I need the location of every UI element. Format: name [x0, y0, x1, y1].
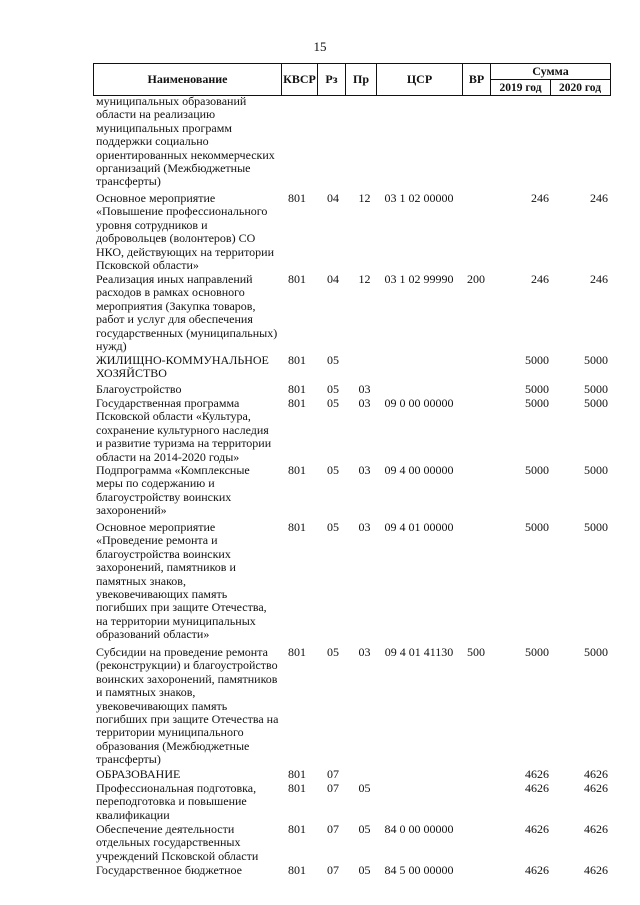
- row-kvsr: 801: [288, 520, 306, 534]
- row-name-line: Псковской области «Культура,: [96, 409, 251, 424]
- row-sum-2019: 5000: [525, 396, 549, 410]
- row-name-line: отдельных государственных: [96, 835, 241, 850]
- row-csr: 84 5 00 00000: [384, 863, 454, 877]
- row-csr: 09 4 00 00000: [384, 463, 454, 477]
- row-name-line: Псковской области»: [96, 258, 199, 273]
- row-name-line: организаций (Межбюджетные: [96, 161, 251, 176]
- row-rz: 05: [327, 396, 339, 410]
- row-name-line: ориентированных некоммерческих: [96, 147, 275, 162]
- row-name-line: квалификации: [96, 807, 170, 822]
- row-name-line: Подпрограмма «Комплексные: [96, 463, 250, 477]
- row-name-line: расходов в рамках основного: [96, 285, 245, 300]
- row-rz: 05: [327, 463, 339, 477]
- row-sum-2019: 246: [531, 272, 549, 286]
- row-sum-2019: 5000: [525, 353, 549, 367]
- row-name-line: области на реализацию: [96, 107, 216, 122]
- page-number: 15: [313, 39, 327, 54]
- row-name-line: трансферты): [96, 752, 161, 767]
- row-pr: 03: [358, 396, 371, 410]
- row-sum-2020: 246: [590, 272, 608, 286]
- row-kvsr: 801: [288, 396, 306, 410]
- row-name-line: Государственная программа: [96, 396, 240, 410]
- row-name: [96, 464, 284, 518]
- row-sum-2019: 4626: [525, 822, 549, 836]
- row-kvsr: 801: [288, 463, 306, 477]
- row-name-line: ЖИЛИЩНО-КОММУНАЛЬНОЕ: [96, 353, 269, 367]
- row-pr: 03: [358, 382, 371, 396]
- row-rz: 07: [327, 863, 339, 877]
- row-name-line: учреждений Псковской области: [96, 848, 259, 863]
- header-vr: ВР: [463, 64, 491, 95]
- row-sum-2019: 4626: [525, 781, 549, 795]
- row-kvsr: 801: [288, 645, 306, 659]
- row-vr: 500: [467, 645, 485, 659]
- row-name-line: уровня сотрудников и: [96, 217, 208, 232]
- row-sum-2019: 5000: [525, 520, 549, 534]
- row-name: [96, 646, 284, 767]
- row-name-line: области на 2014-2020 годы»: [96, 449, 240, 464]
- row-name-line: «Проведение ремонта и: [96, 533, 218, 548]
- row-sum-2019: 246: [531, 191, 549, 205]
- row-kvsr: 801: [288, 863, 306, 877]
- row-kvsr: 801: [288, 781, 306, 795]
- row-name-line: Благоустройство: [96, 382, 182, 396]
- row-sum-2020: 4626: [584, 822, 608, 836]
- row-rz: 07: [327, 822, 339, 836]
- row-sum-2019: 4626: [525, 767, 549, 781]
- row-name-line: увековечивающих память: [96, 587, 228, 602]
- row-rz: 04: [327, 191, 339, 205]
- row-sum-2020: 5000: [584, 396, 608, 410]
- row-name-line: «Повышение профессионального: [96, 204, 268, 219]
- row-name-line: Обеспечение деятельности: [96, 822, 235, 836]
- row-name-line: образования (Межбюджетные: [96, 738, 250, 753]
- row-csr: 03 1 02 99990: [384, 272, 454, 286]
- row-csr: 09 4 01 00000: [384, 520, 454, 534]
- row-sum-2020: 5000: [584, 353, 608, 367]
- row-name-line: и развитие туризма на территории: [96, 436, 272, 451]
- header-sum: Сумма: [491, 64, 610, 80]
- row-name: [96, 782, 284, 822]
- row-name-line: благоустройству воинских: [96, 489, 232, 504]
- row-sum-2019: 4626: [525, 863, 549, 877]
- row-name-line: Профессиональная подготовка,: [96, 781, 257, 795]
- row-name-line: работ и услуг для обеспечения: [96, 312, 253, 327]
- row-name-line: ХОЗЯЙСТВО: [96, 366, 167, 381]
- row-rz: 05: [327, 353, 339, 367]
- row-name-line: на территории муниципальных: [96, 613, 256, 628]
- row-name: [96, 354, 284, 381]
- row-name-line: трансферты): [96, 174, 161, 189]
- row-name-line: муниципальных программ: [96, 120, 232, 135]
- row-pr: 05: [358, 822, 371, 836]
- row-sum-2019: 5000: [525, 382, 549, 396]
- row-name-line: мероприятия (Закупка товаров,: [96, 298, 256, 313]
- row-name: [96, 864, 284, 877]
- row-name-line: Основное мероприятие: [96, 191, 216, 205]
- row-csr: 03 1 02 00000: [384, 191, 454, 205]
- row-name: [96, 397, 284, 464]
- row-name: [96, 823, 284, 863]
- row-name: [96, 521, 284, 642]
- row-rz: 07: [327, 781, 339, 795]
- row-name-line: (реконструкции) и благоустройство: [96, 658, 278, 673]
- row-sum-2020: 246: [590, 191, 608, 205]
- row-pr: 03: [358, 463, 371, 477]
- row-csr: 09 4 01 41130: [384, 645, 454, 659]
- row-kvsr: 801: [288, 272, 306, 286]
- row-pr: 05: [358, 863, 371, 877]
- row-sum-2020: 4626: [584, 767, 608, 781]
- row-name: [96, 383, 284, 396]
- row-name-line: НКО, действующих на территории: [96, 244, 275, 259]
- row-name: [96, 95, 284, 189]
- row-kvsr: 801: [288, 382, 306, 396]
- row-name-line: муниципальных образований: [96, 94, 247, 108]
- row-sum-2020: 4626: [584, 863, 608, 877]
- row-csr: 84 0 00 00000: [384, 822, 454, 836]
- row-name-line: захоронений»: [96, 503, 167, 518]
- row-rz: 05: [327, 520, 339, 534]
- row-pr: 03: [358, 645, 371, 659]
- row-rz: 04: [327, 272, 339, 286]
- row-name-line: добровольцев (волонтеров) СО: [96, 231, 256, 246]
- row-sum-2020: 4626: [584, 781, 608, 795]
- row-kvsr: 801: [288, 767, 306, 781]
- row-name-line: переподготовка и повышение: [96, 794, 247, 809]
- row-name-line: памятных знаков,: [96, 573, 186, 588]
- row-sum-2020: 5000: [584, 382, 608, 396]
- row-name-line: сохранение культурного наследия: [96, 422, 269, 437]
- row-name-line: воинских захоронений, памятников: [96, 671, 278, 686]
- row-name-line: погибших при защите Отечества,: [96, 600, 267, 615]
- row-kvsr: 801: [288, 191, 306, 205]
- row-name-line: государственных (муниципальных): [96, 325, 278, 340]
- header-rz: Рз: [318, 64, 346, 95]
- row-name: [96, 273, 284, 353]
- row-sum-2020: 5000: [584, 645, 608, 659]
- row-name-line: захоронений, памятников и: [96, 560, 236, 575]
- row-pr: 03: [358, 520, 371, 534]
- row-name-line: Субсидии на проведение ремонта: [96, 645, 268, 659]
- row-sum-2020: 5000: [584, 463, 608, 477]
- row-rz: 05: [327, 382, 339, 396]
- row-name-line: меры по содержанию и: [96, 476, 215, 491]
- row-name-line: Государственное бюджетное: [96, 863, 242, 877]
- header-year-2020: 2020 год: [558, 81, 602, 94]
- row-name-line: и памятных знаков,: [96, 685, 196, 700]
- row-sum-2019: 5000: [525, 463, 549, 477]
- row-pr: 12: [358, 191, 371, 205]
- row-name-line: погибших при защите Отечества на: [96, 712, 279, 727]
- header-name: Наименование: [94, 64, 282, 95]
- header-kvsr: КВСР: [282, 64, 318, 95]
- header-csr: ЦСР: [377, 64, 463, 95]
- row-sum-2019: 5000: [525, 645, 549, 659]
- row-name-line: образований области»: [96, 627, 210, 642]
- row-pr: 12: [358, 272, 371, 286]
- row-name: [96, 768, 284, 781]
- row-name-line: ОБРАЗОВАНИЕ: [96, 767, 181, 781]
- row-name-line: благоустройства воинских: [96, 546, 231, 561]
- row-pr: 05: [358, 781, 371, 795]
- row-name-line: Реализация иных направлений: [96, 272, 253, 286]
- row-kvsr: 801: [288, 822, 306, 836]
- row-name-line: поддержки социально: [96, 134, 209, 149]
- header-year-2019: 2019 год: [491, 80, 551, 95]
- row-name-line: нужд): [96, 339, 127, 354]
- row-vr: 200: [467, 272, 485, 286]
- row-rz: 07: [327, 767, 339, 781]
- row-csr: 09 0 00 00000: [384, 396, 454, 410]
- row-name-line: увековечивающих память: [96, 698, 228, 713]
- row-name-line: территории муниципального: [96, 725, 244, 740]
- row-sum-2020: 5000: [584, 520, 608, 534]
- row-name-line: Основное мероприятие: [96, 520, 216, 534]
- row-rz: 05: [327, 645, 339, 659]
- header-pr: Пр: [346, 64, 377, 95]
- row-kvsr: 801: [288, 353, 306, 367]
- row-name: [96, 192, 284, 272]
